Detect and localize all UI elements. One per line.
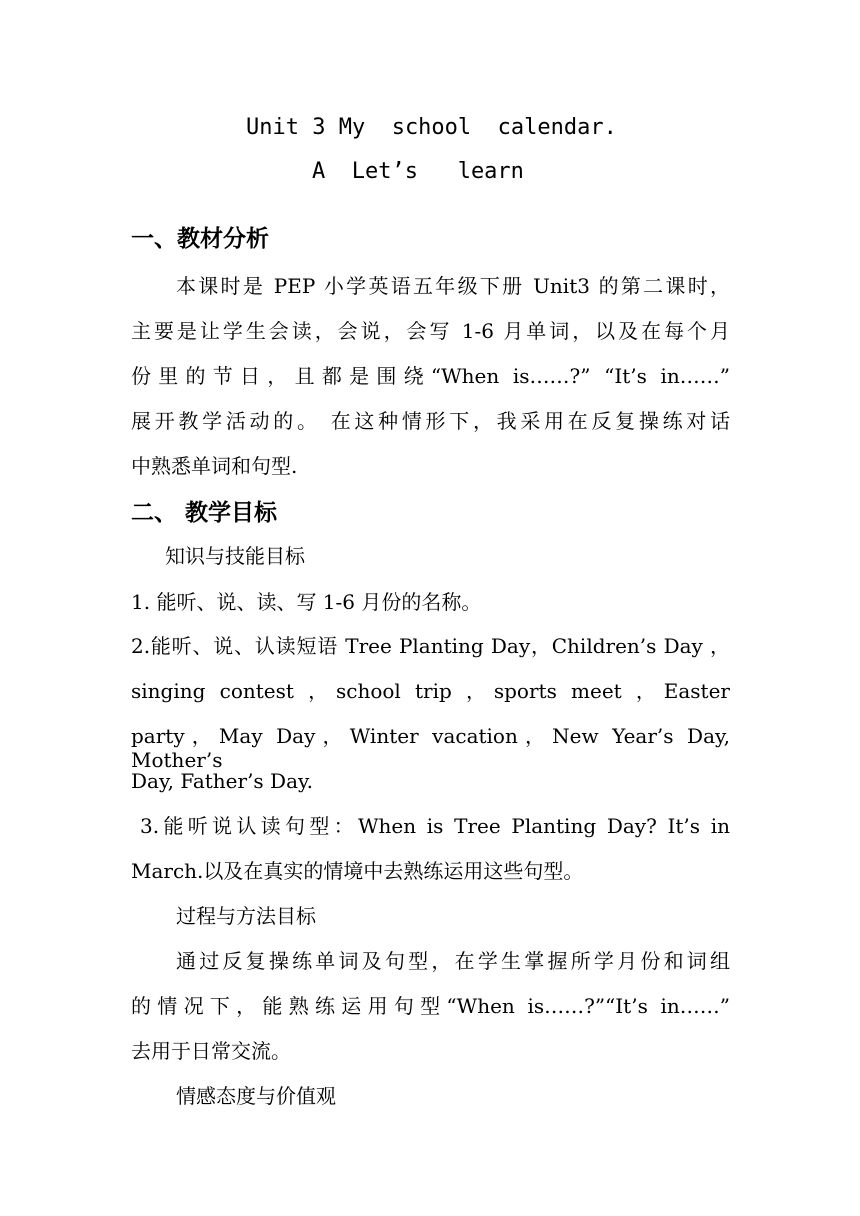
paragraph-line: 本课时是 PEP 小学英语五年级下册 Unit3 的第二课时，	[176, 274, 730, 298]
goal-item-2-line: party，May Day，Winter vacation，New Year’s Day, Mother’s	[131, 724, 730, 772]
goal-item-1: 1. 能听、说、读、写 1-6 月份的名称。	[131, 590, 482, 614]
process-paragraph-line: 的情况下，能熟练运用句型“When is……?”“It’s in……”	[131, 994, 730, 1018]
section-heading-teaching-goals: 二、 教学目标	[131, 500, 278, 526]
goal-item-2-line: Day, Father’s Day.	[131, 769, 314, 793]
goal-item-3-line: 3.能听说认读句型：When is Tree Planting Day? It’s in	[140, 814, 730, 838]
goal-item-2-line: 2.能听、说、认读短语 Tree Planting Day，Children’s Day ，	[131, 634, 730, 658]
goal-item-3-line: March.以及在真实的情境中去熟练运用这些句型。	[131, 859, 584, 883]
paragraph-line: 中熟悉单词和句型.	[131, 454, 298, 478]
paragraph-line: 份里的节日，且都是围绕“When is……?” “It’s in……”	[131, 364, 730, 388]
process-paragraph-line: 通过反复操练单词及句型，在学生掌握所学月份和词组	[176, 949, 730, 973]
section-heading-textbook-analysis: 一、教材分析	[131, 226, 269, 252]
document-subtitle: A Let’s learn	[312, 159, 524, 184]
subheading-emotion-values: 情感态度与价值观	[176, 1084, 336, 1108]
subheading-knowledge-skills: 知识与技能目标	[165, 544, 305, 568]
paragraph-line: 展开教学活动的。 在这种情形下，我采用在反复操练对话	[131, 409, 730, 433]
paragraph-line: 主要是让学生会读，会说，会写 1-6 月单词，以及在每个月	[131, 319, 730, 343]
goal-item-2-line: singing contest ，school trip ，sports meet ，Easter	[131, 679, 730, 703]
process-paragraph-line: 去用于日常交流。	[131, 1039, 291, 1063]
subheading-process-methods: 过程与方法目标	[176, 904, 316, 928]
document-title: Unit 3 My school calendar.	[246, 115, 617, 140]
